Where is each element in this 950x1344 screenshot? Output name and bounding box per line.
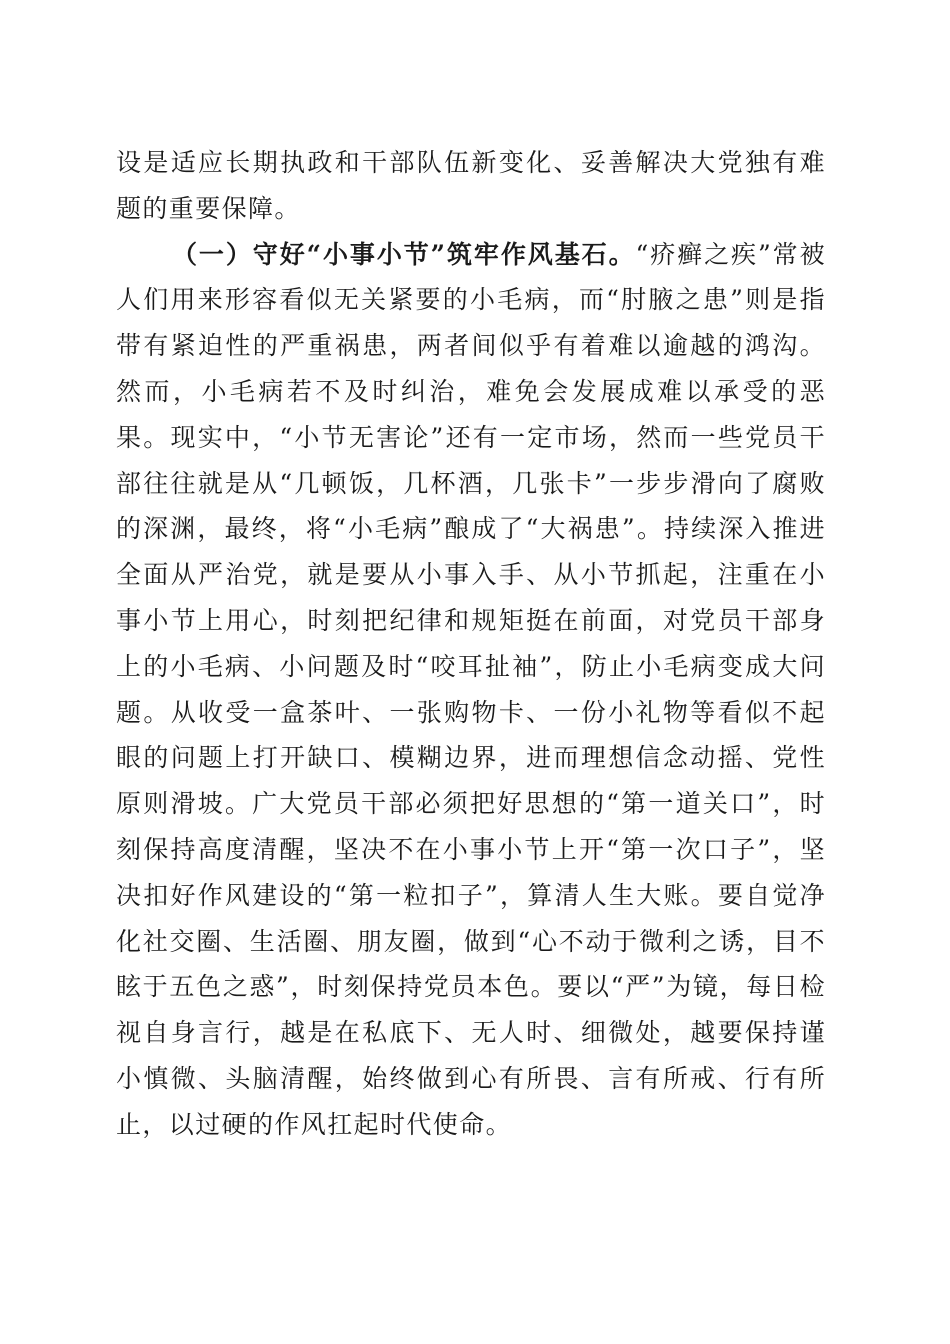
continuation-paragraph: 设是适应长期执政和干部队伍新变化、妥善解决大党独有难题的重要保障。 [116, 148, 826, 223]
document-body [116, 140, 826, 1148]
section-body-text: “疥癣之疾”常被人们用来形容看似无关紧要的小毛病，而“肘腋之患”则是指带有紧迫性的严重祸患，两者间似乎有着难以逾越的鸿沟。然而，小毛病若不及时纠治，难免会发展成难以承受的恶果。现实中，“小节无害论”还有一定市场，然而一些党员干部往往就是从“几顿饭，几杯酒，几张卡”一步步滑向了腐败的深渊，最终，将“小毛病”酿成了“大祸患”。持续深入推进全面从严治党，就是要从小事入手、从小节抓起，注重在小事小节上用心，时刻把纪律和规矩挺在前面，对党员干部身上的小毛病、小问题及时“咬耳扯袖”，防止小毛病变成大问题。从收受一盒茶叶、一张购物卡、一份小礼物等看似不起眼的问题上打开缺口、模糊边界，进而理想信念动摇、党性原则滑坡。广大党员干部必须把好思想的“第一道关口”，时刻保持高度清醒，坚决不在小事小节上开“第一次口子”，坚决扣好作风建设的“第一粒扣子”，算清人生大账。要自觉净化社交圈、生活圈、朋友圈，做到“心不动于微利之诱，目不眩于五色之惑”，时刻保持党员本色。要以“严”为镜，每日检视自身言行，越是在私底下、无人时、细微处，越要保持谨小慎微、头脑清醒，始终做到心有所畏、言有所戒、行有所止，以过硬的作风扛起时代使命。 [116, 239, 826, 1139]
section-paragraph [116, 232, 826, 1148]
section-heading: （一）守好“小事小节”筑牢作风基石。 [172, 239, 636, 269]
